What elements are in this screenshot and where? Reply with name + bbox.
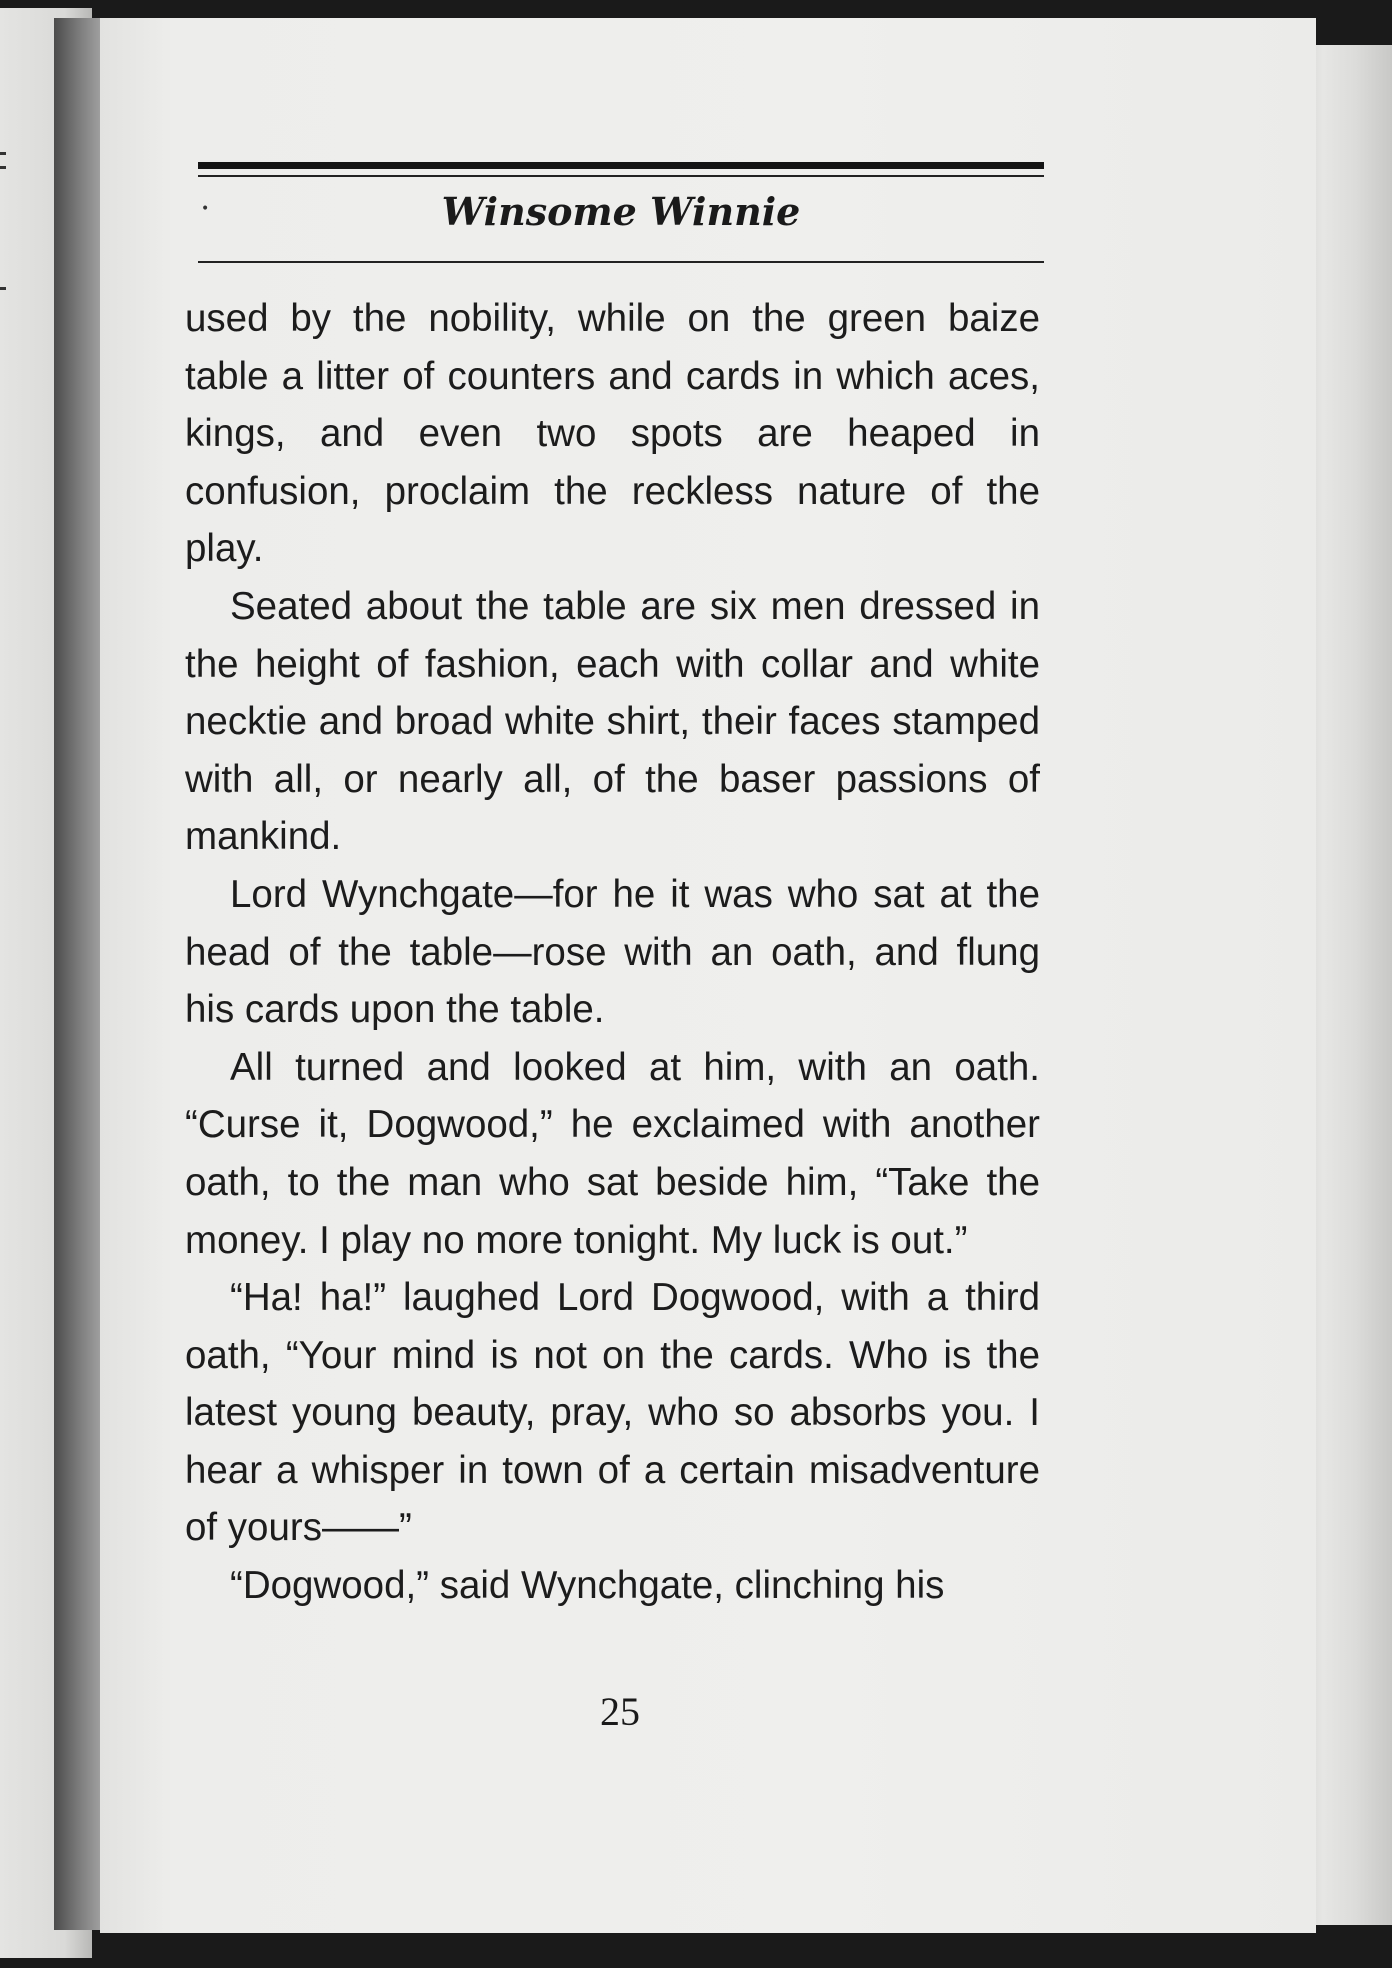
paragraph: “Dogwood,” said Wynchgate, clinching his xyxy=(230,1564,945,1608)
facing-page-mark xyxy=(0,287,6,290)
facing-page-mark xyxy=(0,152,6,155)
header-double-rule-bottom xyxy=(198,175,1044,177)
paragraph: used by the nobility, while on the green baize table a litter of counters and cards in which aces, kings, and even two spots are heaped in confusion, proclaim the reckless nature of the play. xyxy=(185,297,1040,571)
header-underline-rule xyxy=(198,261,1044,263)
paragraph: “Ha! ha!” laughed Lord Dogwood, with a third oath, “Your mind is not on the cards. Who is the latest young beauty, pray, who so absorbs you. I hear a whisper in town of a certain misadventure of yours——” xyxy=(185,1276,1040,1550)
facing-page-mark xyxy=(0,166,6,169)
running-head: Winsome Winnie xyxy=(441,189,801,234)
page-body-text xyxy=(185,290,1040,1615)
header-double-rule-top xyxy=(198,162,1044,169)
page-number: 25 xyxy=(600,1689,640,1734)
paragraph: Lord Wynchgate—for he it was who sat at the head of the table—rose with an oath, and flung his cards upon the table. xyxy=(185,872,1040,1032)
paragraph: All turned and looked at him, with an oath. “Curse it, Dogwood,” he exclaimed with another oath, to the man who sat beside him, “Take the money. I play no more tonight. My luck is out.” xyxy=(185,1045,1040,1262)
ink-speck: • xyxy=(201,201,210,217)
paragraph: Seated about the table are six men dressed in the height of fashion, each with collar and white necktie and broad white shirt, their faces stamped with all, or nearly all, of the baser passions of mankind. xyxy=(185,584,1040,859)
